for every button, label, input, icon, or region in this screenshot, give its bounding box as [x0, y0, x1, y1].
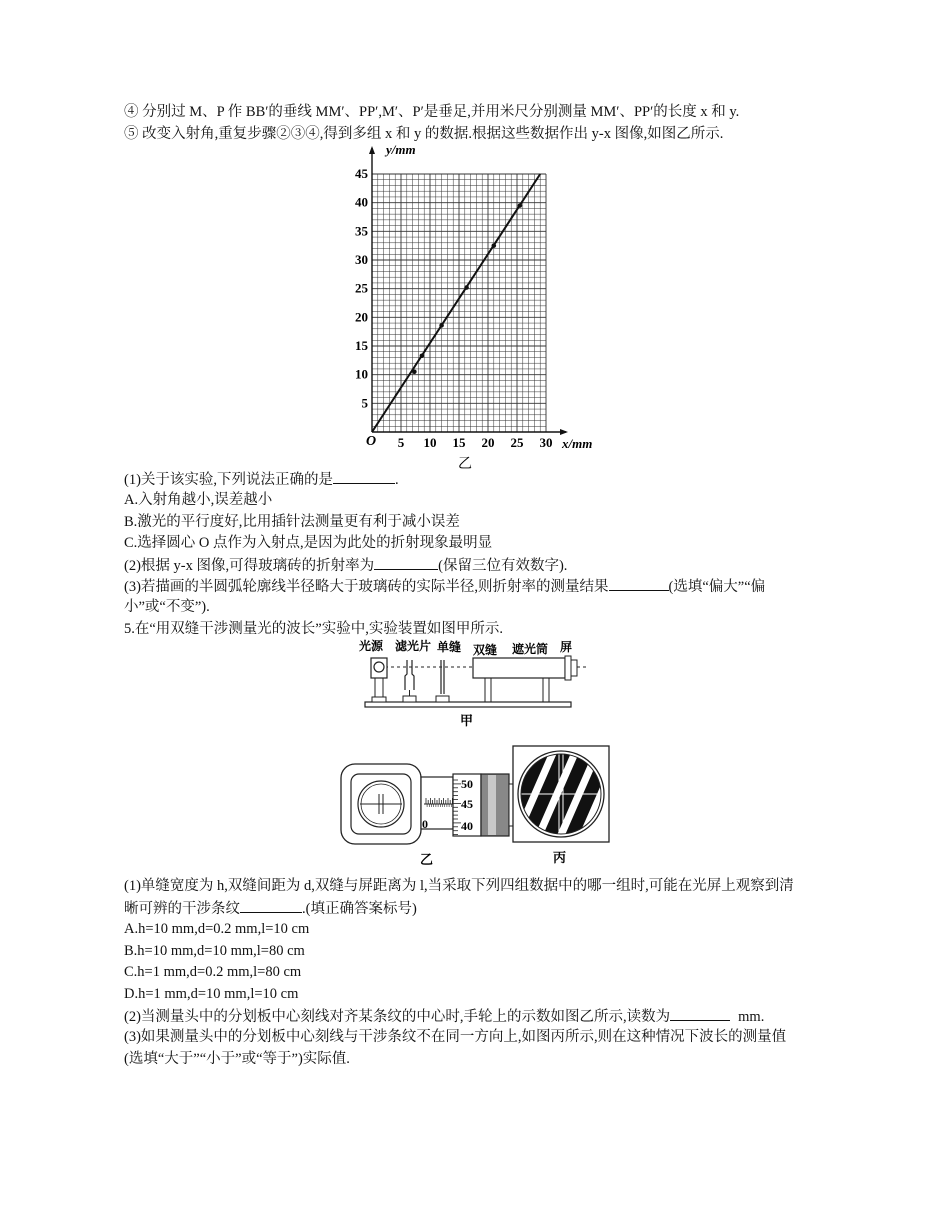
label-light-source: 光源: [359, 639, 384, 653]
y-x-chart: [340, 142, 610, 472]
q5-part2-text: (2)当测量头中的分划板中心刻线对齐某条纹的中心时,手轮上的示数如图乙所示,读数为: [124, 1009, 671, 1025]
data-point: [412, 370, 417, 375]
q4-part1-end: .: [395, 472, 399, 488]
y-axis-arrow: [369, 146, 375, 154]
fig-yi-caption: 乙: [420, 852, 434, 867]
q5-part1-end: .(填正确答案标号): [302, 901, 417, 917]
eyepiece-icon: [341, 764, 421, 844]
label-double-slit: 双缝: [473, 643, 498, 657]
data-point: [439, 323, 444, 328]
y-tick-label: 20: [355, 309, 368, 325]
step-4: ④ 分别过 M、P 作 BB′的垂线 MM′、PP′,M′、P′是垂足,并用米尺分别测量 MM′、PP′的长度 x 和 y.: [124, 104, 740, 120]
y-tick-label: 25: [355, 280, 368, 296]
y-tick-label: 35: [355, 223, 368, 239]
micrometer-sleeve: [421, 777, 454, 831]
q5-part3-cont: [124, 1048, 350, 1069]
q5-option-c: C.h=1 mm,d=0.2 mm,l=80 cm: [124, 964, 302, 980]
q5-part1-cont: [124, 898, 417, 919]
q4-part2-end: (保留三位有效数字).: [438, 558, 568, 574]
q5-option-b: B.h=10 mm,d=10 mm,l=80 cm: [124, 943, 305, 959]
thimble-scale-45: 45: [461, 797, 473, 811]
micrometer-thimble: [453, 774, 514, 836]
data-point: [420, 353, 425, 358]
y-tick-label: 40: [355, 194, 368, 210]
main-scale-zero: 0: [422, 817, 428, 831]
y-axis-label: y/mm: [386, 142, 416, 157]
measurement-figures: [338, 742, 614, 870]
thimble-scale-40: 40: [461, 819, 473, 833]
fig-bing-caption: 丙: [553, 850, 567, 865]
q5-option-a: A.h=10 mm,d=0.2 mm,l=10 cm: [124, 921, 310, 937]
q5-part2: [124, 1006, 764, 1027]
q4-part3-blank[interactable]: [609, 576, 669, 591]
light-tube-icon: [473, 656, 577, 702]
data-point: [518, 203, 523, 208]
q5-option-d: D.h=1 mm,d=10 mm,l=10 cm: [124, 986, 299, 1002]
chart-marks: [372, 174, 540, 432]
x-tick-label: 5: [397, 435, 405, 450]
q5-part3-end: (选填“大于”“小于”或“等于”)实际值.: [124, 1051, 350, 1067]
q4-option-c: C.选择圆心 O 点作为入射点,是因为此处的折射现象最明显: [124, 535, 493, 551]
q4-part3-cont: 小”或“不变”).: [124, 599, 210, 615]
label-filter: 滤光片: [395, 639, 432, 653]
q4-part3: [124, 576, 765, 597]
data-point: [464, 285, 469, 290]
fig-jia-caption: 甲: [460, 713, 474, 728]
q4-part2: [124, 555, 567, 576]
q5-part3: (3)如果测量头中的分划板中心刻线与干涉条纹不在同一方向上,如图丙所示,则在这种情况下波长的测量值: [124, 1029, 787, 1045]
label-tube: 遮光筒: [512, 642, 549, 656]
x-tick-label: 25: [510, 435, 524, 450]
x-axis-label: x/mm: [562, 436, 593, 451]
x-axis-arrow: [560, 429, 568, 435]
y-tick-label: 10: [355, 366, 368, 382]
label-single-slit: 单缝: [437, 640, 462, 654]
q5-part1-blank[interactable]: [240, 898, 302, 913]
q4-option-b: B.激光的平行度好,比用插针法测量更有利于减小误差: [124, 514, 460, 530]
apparatus-figure: [355, 636, 595, 731]
y-tick-label: 45: [355, 166, 368, 181]
q4-part1-blank[interactable]: [333, 469, 395, 484]
q4-part1-text: (1)关于该实验,下列说法正确的是: [124, 472, 334, 488]
single-slit-icon: [436, 660, 449, 702]
filter-icon: [403, 660, 416, 702]
q5-stem: 5.在“用双缝干涉测量光的波长”实验中,实验装置如图甲所示.: [124, 621, 503, 637]
light-source-icon: [371, 658, 387, 702]
q4-part2-text: (2)根据 y-x 图像,可得玻璃砖的折射率为: [124, 558, 375, 574]
y-tick-label: 15: [355, 338, 368, 353]
q5-part2-end: mm.: [738, 1009, 765, 1025]
thimble-scale-50: 50: [461, 777, 473, 791]
label-screen: 屏: [560, 640, 573, 654]
x-tick-label: 10: [423, 435, 437, 450]
q4-option-a: A.入射角越小,误差越小: [124, 492, 273, 508]
chart-caption: 乙: [458, 457, 472, 472]
q5-part2-blank[interactable]: [670, 1006, 730, 1021]
x-tick-label: 30: [539, 435, 553, 450]
y-tick-label: 5: [361, 395, 368, 411]
step-5: ⑤ 改变入射角,重复步骤②③④,得到多组 x 和 y 的数据.根据这些数据作出 y-x 图像,如图乙所示.: [124, 126, 724, 142]
fringe-view: [496, 746, 614, 842]
x-tick-label: 15: [452, 435, 466, 450]
fit-line: [372, 174, 540, 432]
data-point: [492, 243, 497, 248]
q4-part1: [124, 469, 399, 490]
x-tick-label: 20: [481, 435, 495, 450]
q4-part3-text: (3)若描画的半圆弧轮廓线半径略大于玻璃砖的实际半径,则折射率的测量结果: [124, 579, 609, 595]
q4-part2-blank[interactable]: [374, 555, 438, 570]
q4-part3-end: (选填“偏大”“偏: [668, 579, 766, 595]
y-tick-label: 30: [355, 252, 368, 267]
origin-label: O: [366, 434, 377, 449]
q5-part1: (1)单缝宽度为 h,双缝间距为 d,双缝与屏距离为 l,当采取下列四组数据中的哪一组时,可能在光屏上观察到清: [124, 878, 794, 894]
q5-part1-text: 晰可辨的干涉条纹: [124, 901, 240, 917]
